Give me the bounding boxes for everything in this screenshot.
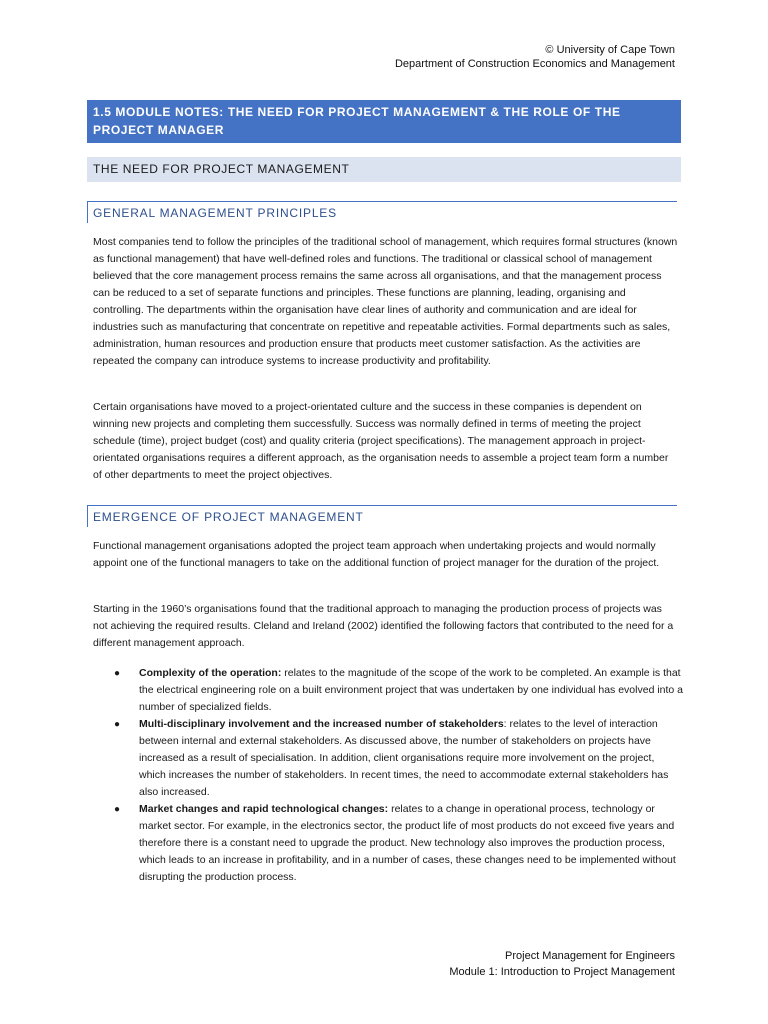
subsection-heading-emergence: EMERGENCE OF PROJECT MANAGEMENT [87, 505, 677, 527]
list-item [93, 716, 683, 801]
list-item [93, 801, 683, 886]
bullet-icon: ● [114, 668, 121, 679]
department-line: Department of Construction Economics and Management [394, 58, 675, 70]
paragraph-general-management-1: Most companies tend to follow the principles of the traditional school of management, which requires formal structures (known as functional management) that have well-defined roles and functions. The traditional or classical school of management believed that the core management process remains the same across all organisations, and that the management process can be reduced to a set of separate functions and principles. These functions are planning, leading, organising and controlling. The departments within the organisation have clear lines of authority and communication and are ideal for industries such as manufacturing that concentrate on repetitive and repeatable activities. Formal departments such as sales, administration, human resources and production ensure that products meet customer satisfaction. As the activities are repeated the company can introduce systems to increase productivity and profitability. [93, 236, 678, 367]
bullet-text: relates to the magnitude of the scope of the work to be completed. An example is that the electrical engineering role on a built environment project that was undertaken by one individual has evolved into a number of specialized fields. [139, 667, 684, 713]
bullet-text: : relates to the level of interaction between internal and external stakeholders. As discussed above, the number of stakeholders on projects have increased as a result of specialisation. In addition, client organisations require more involvement on the project, which increases the number of stakeholders. In recent times, the need to accommodate external stakeholders has also increased. [139, 718, 669, 798]
factors-bullet-list [93, 665, 683, 886]
bullet-icon: ● [114, 804, 121, 815]
module-title-banner: 1.5 MODULE NOTES: THE NEED FOR PROJECT MANAGEMENT & THE ROLE OF THE PROJECT MANAGER [87, 100, 681, 143]
copyright-line: © University of Cape Town [545, 44, 675, 56]
footer-course: Project Management for Engineers [505, 950, 675, 962]
bullet-term: Multi-disciplinary involvement and the increased number of stakeholders [139, 718, 504, 730]
bullet-term: Complexity of the operation: [139, 667, 282, 679]
bullet-text: relates to a change in operational process, technology or market sector. For example, in the electronics sector, the product life of most products do not exceed five years and therefore there is a constant need to upgrade the product. New technology also improves the production process, which leads to an increase in profitability, and in a number of cases, these changes need to be implemented without disrupting the production process. [139, 803, 676, 883]
subsection-heading-general-management: GENERAL MANAGEMENT PRINCIPLES [87, 201, 677, 223]
bullet-term: Market changes and rapid technological changes: [139, 803, 389, 815]
list-item [93, 665, 683, 716]
section-heading: THE NEED FOR PROJECT MANAGEMENT [87, 157, 681, 182]
page-header [395, 43, 675, 71]
footer-module: Module 1: Introduction to Project Management [449, 966, 675, 978]
paragraph-emergence-2: Starting in the 1960’s organisations found that the traditional approach to managing the production process of projects was not achieving the required results. Cleland and Ireland (2002) identified the following factors that contributed to the need for a different management approach. [93, 603, 674, 649]
page-footer [449, 948, 675, 980]
paragraph-emergence-1: Functional management organisations adopted the project team approach when undertaking projects and would normally appoint one of the functional managers to take on the additional function of project manager for the duration of the project. [93, 540, 660, 569]
bullet-icon: ● [114, 719, 121, 730]
paragraph-general-management-2: Certain organisations have moved to a project-orientated culture and the success in these companies is dependent on winning new projects and completing them successfully. Success was normally defined in terms of meeting the project schedule (time), project budget (cost) and quality criteria (project specifications). The management approach in project-orientated organisations requires a different approach, as the organisation needs to assemble a project team form a number of other departments to meet the project objectives. [93, 401, 669, 481]
